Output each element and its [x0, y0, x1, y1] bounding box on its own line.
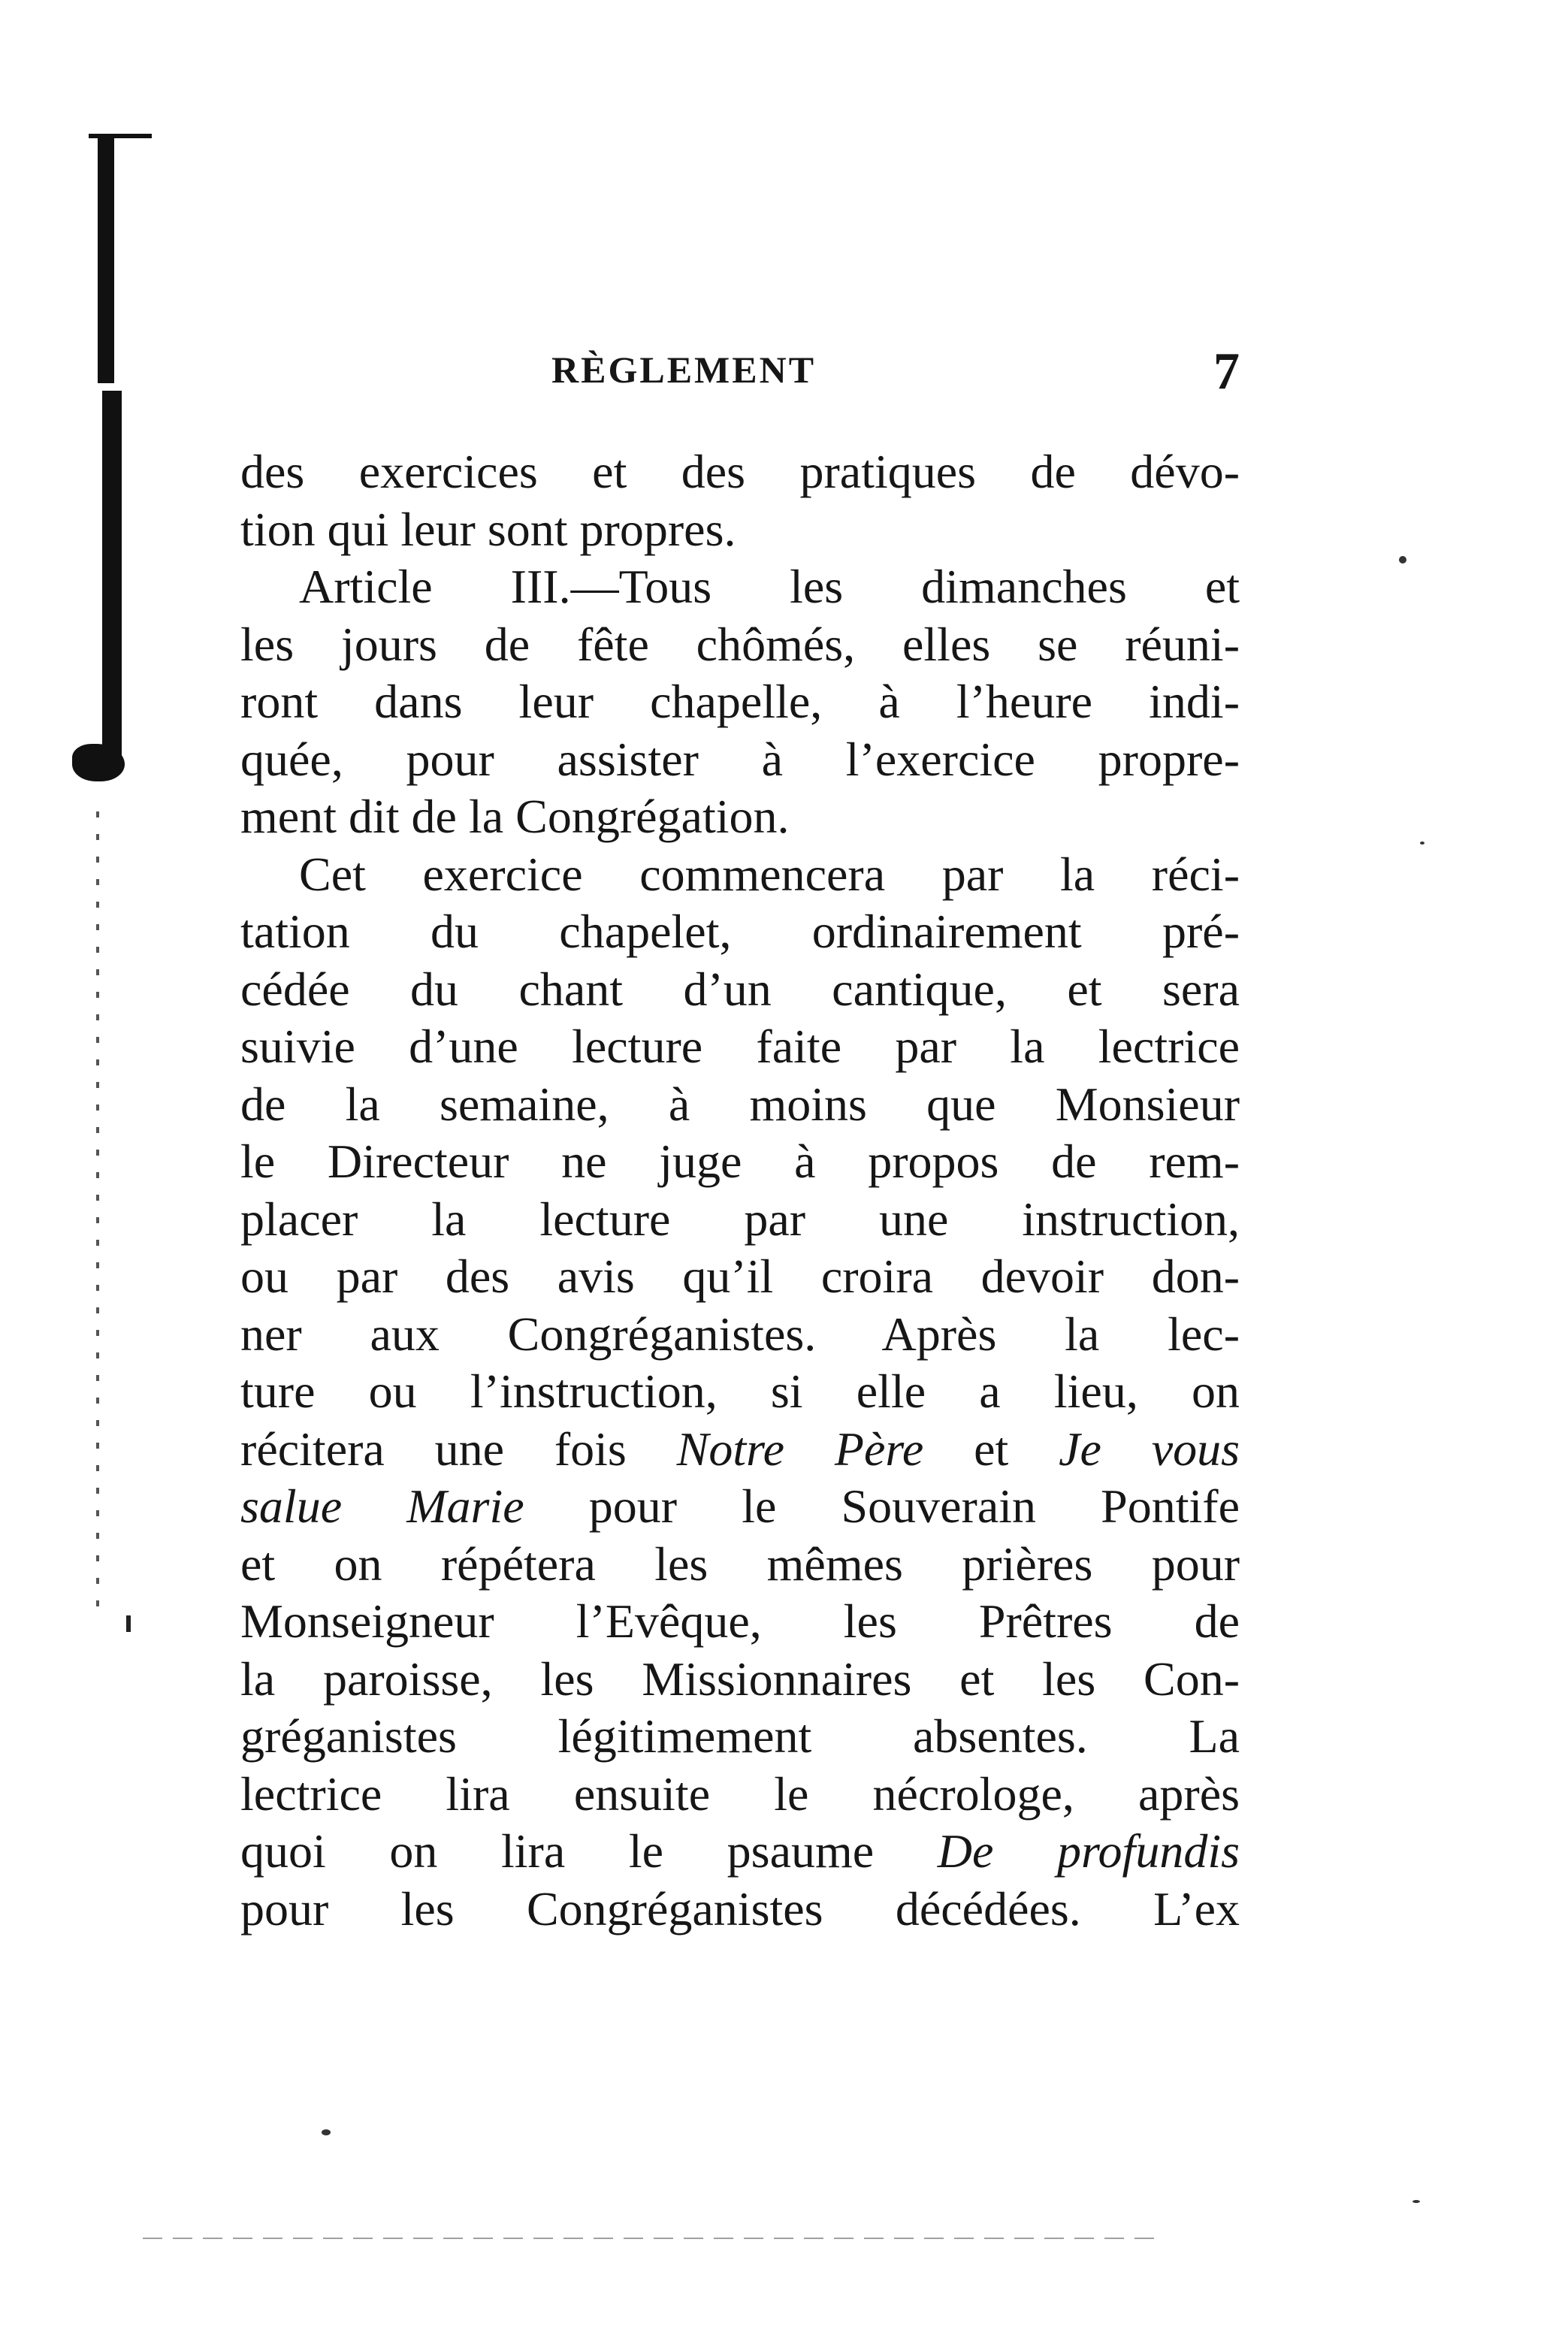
italic-text: De profundis [937, 1824, 1240, 1878]
text-line: Cet exercice commencera par la réci- [299, 847, 1240, 901]
text-line: pour les Congréganistes décédées. L’ex [240, 1881, 1240, 1936]
page-header [240, 342, 1240, 402]
text-line: Monseigneur l’Evêque, les Prêtres de [240, 1594, 1240, 1648]
text-line: des exercices et des pratiques de dévo- [240, 445, 1240, 498]
paper-speck [1399, 556, 1406, 564]
ink-blot [72, 744, 125, 781]
text-span: quoi on lira le psaume [240, 1824, 938, 1878]
text-line: et on répétera les mêmes prières pour [240, 1537, 1240, 1591]
text-line: ment dit de la Congrégation. [240, 790, 790, 843]
paper-speck [322, 2129, 331, 2135]
text-line [240, 1823, 1240, 1881]
text-line: tion qui leur sont propres. [240, 502, 736, 556]
binding-edge-shadow [102, 391, 122, 766]
text-line: la paroisse, les Missionnaires et les Con- [240, 1652, 1240, 1706]
italic-text: Notre Père [676, 1422, 924, 1476]
text-line: cédée du chant d’un cantique, et sera [240, 962, 1240, 1016]
running-head: RÈGLEMENT [551, 349, 817, 391]
text-line: lectrice lira ensuite le nécrologe, après [240, 1766, 1240, 1821]
italic-text: Je vous [1059, 1422, 1240, 1476]
paper-speck [1412, 2200, 1420, 2203]
text-line: ture ou l’instruction, si elle a lieu, on [240, 1364, 1240, 1418]
text-line: ront dans leur chapelle, à l’heure indi- [240, 675, 1240, 728]
text-line: ner aux Congréganistes. Après la lec- [240, 1307, 1240, 1361]
italic-text: salue Marie [240, 1479, 524, 1533]
text-line: le Directeur ne juge à propos de rem- [240, 1135, 1240, 1188]
page-bottom-edge [143, 2238, 1165, 2239]
text-line: suivie d’une lecture faite par la lectrice [240, 1020, 1240, 1073]
text-line: ou par des avis qu’il croira devoir don- [240, 1250, 1240, 1303]
text-line: de la semaine, à moins que Monsieur [240, 1077, 1240, 1131]
text-line: Article III.—Tous les dimanches et [299, 560, 1240, 613]
text-line: tation du chapelet, ordinairement pré- [240, 905, 1240, 958]
binding-edge-shadow [98, 135, 114, 383]
text-line [240, 1478, 1240, 1536]
text-line: quée, pour assister à l’exercice propre- [240, 732, 1240, 786]
binding-edge-mark [126, 1615, 131, 1632]
text-span: récitera une fois [240, 1422, 677, 1476]
text-line: gréganistes légitimement absentes. La [240, 1709, 1240, 1763]
page-number: 7 [1213, 343, 1240, 400]
text-span: et [923, 1422, 1059, 1476]
text-line: les jours de fête chômés, elles se réuni- [240, 617, 1240, 671]
paper-speck [1420, 842, 1424, 845]
binding-dotted-edge [96, 811, 99, 1608]
body-text [240, 443, 1240, 1938]
text-line: placer la lecture par une instruction, [240, 1192, 1240, 1246]
text-span: pour le Souverain Pontife [524, 1479, 1240, 1533]
text-line [240, 1421, 1240, 1479]
